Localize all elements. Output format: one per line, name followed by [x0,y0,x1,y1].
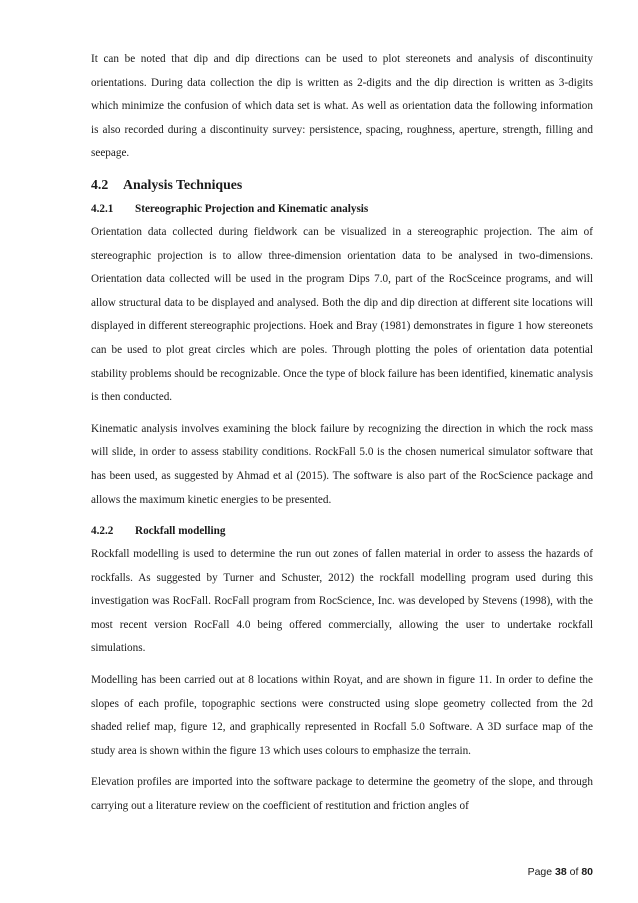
paragraph-modelling-locations: Modelling has been carried out at 8 locations within Royat, and are shown in figure 11. In order to define the slopes of each profile, topographic sections were constructed using slope geometry collected from the 2d shaded relief map, figure 12, and graphically represented in Rocfall 5.0 Software. A 3D surface map of the study area is shown within the figure 13 which uses colours to emphasize the terrain. [91,674,593,757]
paragraph-elevation-profiles: Elevation profiles are imported into the software package to determine the geometry of the slope, and through carrying out a literature review on the coefficient of restitution and friction angles of [91,776,593,813]
subsection-title: Stereographic Projection and Kinematic analysis [135,202,369,215]
current-page-number: 38 [555,866,567,878]
subsection-heading-4-2-2 [91,520,593,542]
of-label: of [569,866,579,878]
subsection-heading-4-2-1 [91,198,593,220]
paragraph-stereographic-projection: Orientation data collected during fieldwork can be visualized in a stereographic projection. The aim of stereographic projection is to allow three-dimension orientation data to be analysed in two-dimensions. Orientation data collected will be used in the program Dips 7.0, part of the RocSceince programs, and will allow structural data to be displayed and analysed. Both the dip and dip direction at different site locations will displayed in different stereographic projections. Hoek and Bray (1981) demonstrates in figure 1 how stereonets can be used to plot great circles which are poles. Through plotting the poles of orientation data potential stability problems should be recognizable. Once the type of block failure has been identified, kinematic analysis is then conducted. [91,225,593,404]
paragraph-rockfall-modelling: Rockfall modelling is used to determine the run out zones of fallen material in order to assess the hazards of rockfalls. As suggested by Turner and Schuster, 2012) the rockfall modelling program used during this investigation was RocFall. RocFall program from RocScience, Inc. was developed by Stevens (1998), with the most recent version RocFall 4.0 being offered commercially, allowing the user to undertake rockfall simulations. [91,548,593,655]
subsection-number: 4.2.2 [91,525,114,538]
section-heading-4-2 [91,174,593,196]
paragraph-orientation-notes: It can be noted that dip and dip directions can be used to plot stereonets and analysis of discontinuity orientations. During data collection the dip is written as 2-digits and the dip direction is written as 3-digits which minimize the confusion of which data set is what. As well as orientation data the following information is also recorded during a discontinuity survey: persistence, spacing, roughness, aperture, strength, filling and seepage. [91,53,593,160]
paragraph-kinematic-analysis: Kinematic analysis involves examining the block failure by recognizing the direction in which the rock mass will slide, in order to assess stability conditions. RockFall 5.0 is the chosen numerical simulator software that has been used, as suggested by Ahmad et al (2015). The software is also part of the RocScience package and allows the maximum kinetic energies to be presented. [91,422,593,506]
page-label: Page [527,866,553,878]
document-page [91,48,593,819]
subsection-title: Rockfall modelling [135,525,226,538]
section-title: Analysis Techniques [123,176,243,192]
page-number-footer [528,866,593,878]
section-number: 4.2 [91,176,109,192]
subsection-number: 4.2.1 [91,202,114,215]
total-pages-number: 80 [581,866,593,878]
